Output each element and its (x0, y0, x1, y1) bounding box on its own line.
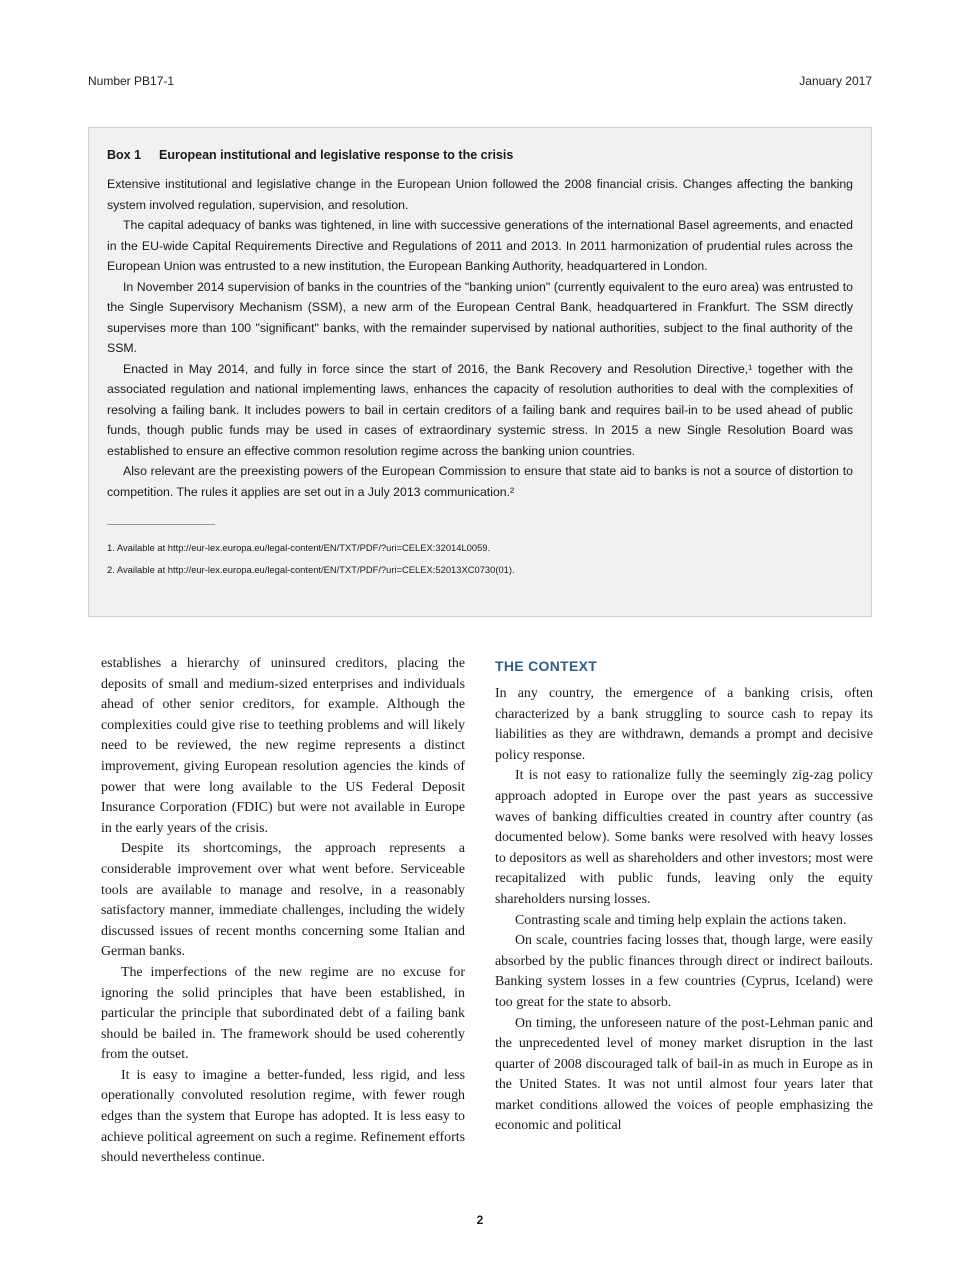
footnote-2: 2. Available at http://eur-lex.europa.eu/legal-content/EN/TXT/PDF/?uri=CELEX:52013XC0730(01). (107, 564, 515, 575)
body-paragraph: establishes a hierarchy of uninsured creditors, placing the deposits of small and medium-sized enterprises and individuals ahead of other senior creditors, for example. Although the complexities could give rise to teething problems and will likely need to be reviewed, the new regime represents a distinct improvement, giving European resolution agencies the kinds of power that were long available to the US Federal Deposit Insurance Corporation (FDIC) but were not available in Europe in the early years of the crisis. (101, 656, 465, 836)
box-title (107, 148, 853, 162)
box-number: Box 1 (107, 148, 142, 162)
box-title-text: European institutional and legislative response to the crisis (159, 148, 514, 162)
report-date: January 2017 (799, 74, 872, 88)
body-paragraph: The imperfections of the new regime are no excuse for ignoring the solid principles that have been established, in particular the principle that subordinated debt of a failing bank should be bailed in. The framework should be used coherently from the outset. (101, 964, 465, 1063)
body-paragraph: Contrasting scale and timing help explain the actions taken. (515, 912, 847, 928)
body-paragraph: In any country, the emergence of a banking crisis, often characterized by a bank struggling to source cash to repay its liabilities as they are withdrawn, demands a prompt and decisive policy response. (495, 686, 873, 763)
box-paragraph: Also relevant are the preexisting powers of the European Commission to ensure that state aid to banks is not a source of distortion to competition. The rules it applies are set out in a July 2013 communication.² (107, 464, 853, 499)
box-1 (88, 127, 872, 617)
page-number: 2 (476, 1213, 484, 1227)
box-paragraph: Extensive institutional and legislative change in the European Union followed the 2008 financial crisis. Changes affecting the banking system involved regulation, supervision, and resolution. (107, 177, 853, 212)
body-paragraph: On scale, countries facing losses that, though large, were easily absorbed by the public finances through direct or indirect bailouts. Banking system losses in a few countries (Cyprus, Iceland) were too great for the state to absorb. (495, 933, 873, 1010)
box-paragraph: Enacted in May 2014, and fully in force since the start of 2016, the Bank Recovery and Resolution Directive,¹ together with the associated regulation and national implementing laws, enhances the capacity of resolution authorities to deal with the complexities of resolving a failing bank. It includes powers to bail in certain creditors of a failing bank and requires bail-in to be used ahead of public funds, though public funds may be used in cases of extraordinary systemic stress. In 2015 a new Single Resolution Board was established to ensure an effective common resolution regime across the banking union countries. (107, 361, 853, 458)
footnote-divider (107, 524, 215, 525)
section-heading: THE CONTEXT (495, 658, 598, 674)
report-number: Number PB17-1 (88, 74, 175, 88)
body-paragraph: Despite its shortcomings, the approach represents a considerable improvement over what went before. Serviceable tools are available to manage and resolve, in a reasonably satisfactory manner, immediate challenges, including the widely discussed issues of recent months concerning some Italian and German banks. (101, 841, 465, 960)
right-column (495, 658, 873, 1137)
left-column (101, 654, 465, 1169)
body-paragraph: On timing, the unforeseen nature of the post-Lehman panic and the unprecedented level of money market disruption in the last quarter of 2008 discouraged talk of bail-in as much in Europe as in the United States. It was not until almost four years later that market conditions allowed the voices of people emphasizing the economic and political (495, 1015, 873, 1134)
box-paragraph: The capital adequacy of banks was tightened, in line with successive generations of the international Basel agreements, and enacted in the EU-wide Capital Requirements Directive and Regulations of 2011 and 2013. In 2011 harmonization of prudential rules across the European Union was entrusted to a new institution, the European Banking Authority, headquartered in London. (107, 218, 853, 273)
box-paragraph: In November 2014 supervision of banks in the countries of the "banking union" (currently equivalent to the euro area) was entrusted to the Single Supervisory Mechanism (SSM), a new arm of the European Central Bank, headquartered in Frankfurt. The SSM directly supervises more than 100 "significant" banks, with the remainder supervised by national authorities, subject to the final authority of the SSM. (107, 279, 853, 355)
footnote-1: 1. Available at http://eur-lex.europa.eu/legal-content/EN/TXT/PDF/?uri=CELEX:32014L0059. (107, 542, 491, 553)
body-paragraph: It is not easy to rationalize fully the seemingly zig-zag policy approach adopted in Europe over the past years as successive waves of banking difficulties created in country after country (as documented below). Some banks were resolved with heavy losses to depositors as well as shareholders and other investors; most were recapitalized with public funds, leaving only the equity shareholders nursing losses. (495, 768, 873, 907)
body-paragraph: It is easy to imagine a better-funded, less rigid, and less operationally convoluted resolution regime, with fewer rough edges than the system that Europe has adopted. It is less easy to achieve political agreement on such a regime. Refinement efforts should nevertheless continue. (101, 1067, 465, 1166)
